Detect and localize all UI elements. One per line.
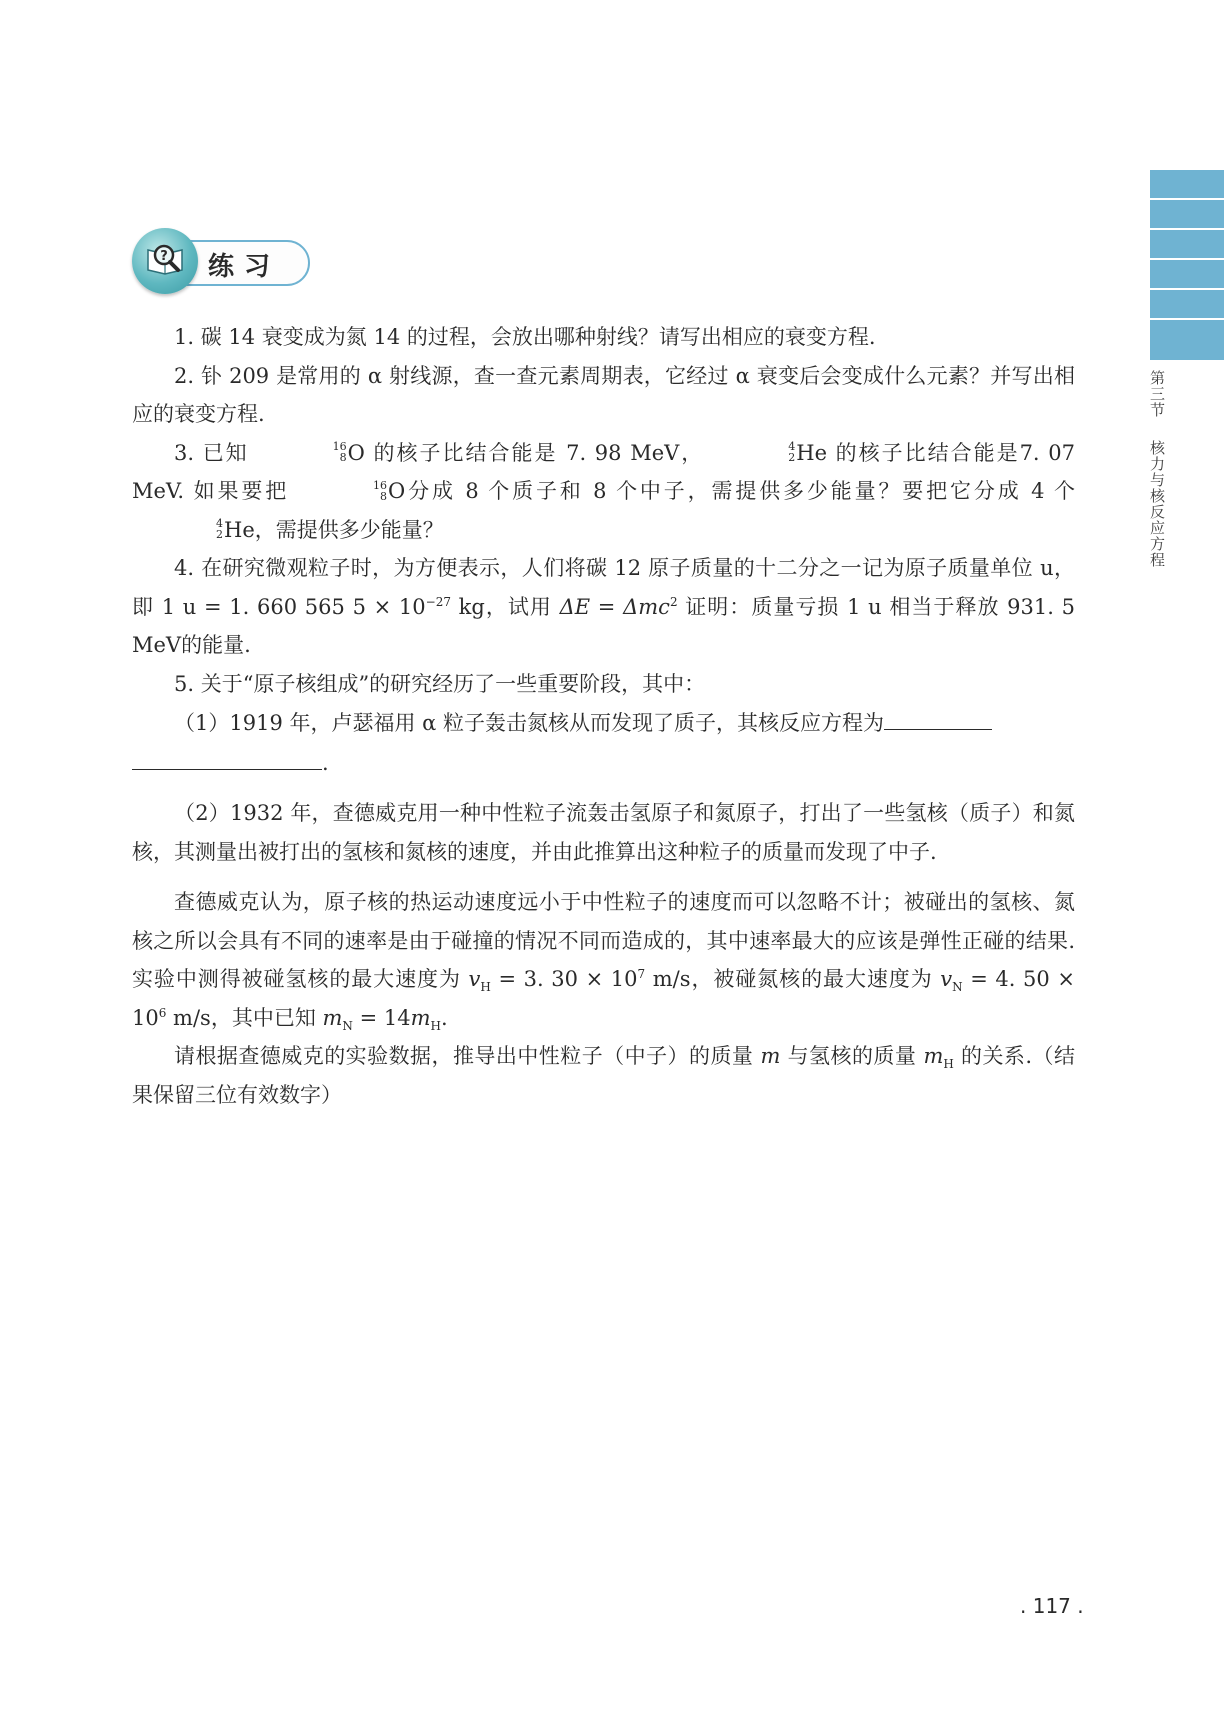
question-1: 1. 碳 14 衰变成为氮 14 的过程，会放出哪种射线？请写出相应的衰变方程. bbox=[174, 325, 876, 349]
magnifier-book-icon bbox=[132, 228, 198, 294]
exercise-content bbox=[132, 318, 1075, 1114]
question-5-part-1-cont: . bbox=[132, 743, 1075, 783]
svg-text:?: ? bbox=[160, 249, 168, 264]
chapter-side-label bbox=[1138, 370, 1168, 568]
oxygen-16-isotope: 16 8 O bbox=[373, 478, 406, 503]
question-4: 4. 在研究微观粒子时，为方便表示，人们将碳 12 原子质量的十二分之一记为原子质量单位 u，即 1 u = 1. 660 565 $5 \times 10^{-27}$ kg，试用 ΔE = Δmc$^2$ 证明：质量亏损 1 u 相当于释放 931. 5 MeV的能量. bbox=[132, 556, 1075, 657]
derivation-request: 请根据查德威克的实验数据，推导出中性粒子（中子）的质量 m 与氢核的质量 $m_H$ 的关系.（结果保留三位有效数字） bbox=[132, 1044, 1075, 1107]
oxygen-16-isotope: 16 8 O bbox=[332, 440, 365, 465]
chapter-side-tab bbox=[1150, 170, 1224, 360]
question-5-intro: 5. 关于“原子核组成”的研究经历了一些重要阶段，其中： bbox=[174, 671, 706, 696]
page-number: . 117 . bbox=[1020, 1594, 1084, 1618]
helium-4-isotope: 4 2 He bbox=[216, 517, 255, 542]
exercise-title: 练习 bbox=[208, 252, 281, 282]
section-label: 第三节 bbox=[1148, 370, 1166, 418]
question-2: 2. 钋 209 是常用的 α 射线源，查一查元素周期表，它经过 α 衰变后会变成什么元素？并写出相应的衰变方程. bbox=[132, 363, 1075, 426]
question-5-part-2: （2）1932 年，查德威克用一种中性粒子流轰击氢原子和氮原子，打出了一些氢核（质子）和氮核，其测量出被打出的氢核和氮核的速度，并由此推算出这种粒子的质量而发现了中子. bbox=[132, 801, 1075, 864]
mass-energy-equation: ΔE = Δmc bbox=[559, 594, 670, 619]
chapter-title: 核力与核反应方程 bbox=[1148, 440, 1166, 568]
answer-blank[interactable] bbox=[884, 703, 992, 730]
helium-4-isotope: 4 2 He bbox=[788, 440, 828, 465]
question-5-part-1: （1）1919 年，卢瑟福用 α 粒子轰击氮核从而发现了质子，其核反应方程为 bbox=[132, 703, 1075, 743]
answer-blank[interactable] bbox=[132, 743, 322, 770]
question-3: 3. 已知 16 8 O 的核子比结合能是 7. 98 MeV， 4 2 He 的核子比结合能是7. 07 MeV. 如果要把 16 8 O分成 8 个质子和 8 个中子，需提供多少能量？要把它分成 4 个 4 2 He，需提供多少能量？ bbox=[132, 434, 1075, 550]
chadwick-paragraph: 查德威克认为，原子核的热运动速度远小于中性粒子的速度而可以忽略不计；被碰出的氢核、氮核之所以会具有不同的速率是由于碰撞的情况不同而造成的，其中速率最大的应该是弹性正碰的结果. 实验中测得被碰氢核的最大速度为 $v_H = 3$. $30 \times 10^7$ m/s，被碰氮核的最大速度为 $v_N = 4$. $50 \times 10^6$ m/s，其中已知 $m_N = 14m_H$. bbox=[132, 890, 1075, 1033]
exercise-header bbox=[132, 228, 312, 294]
